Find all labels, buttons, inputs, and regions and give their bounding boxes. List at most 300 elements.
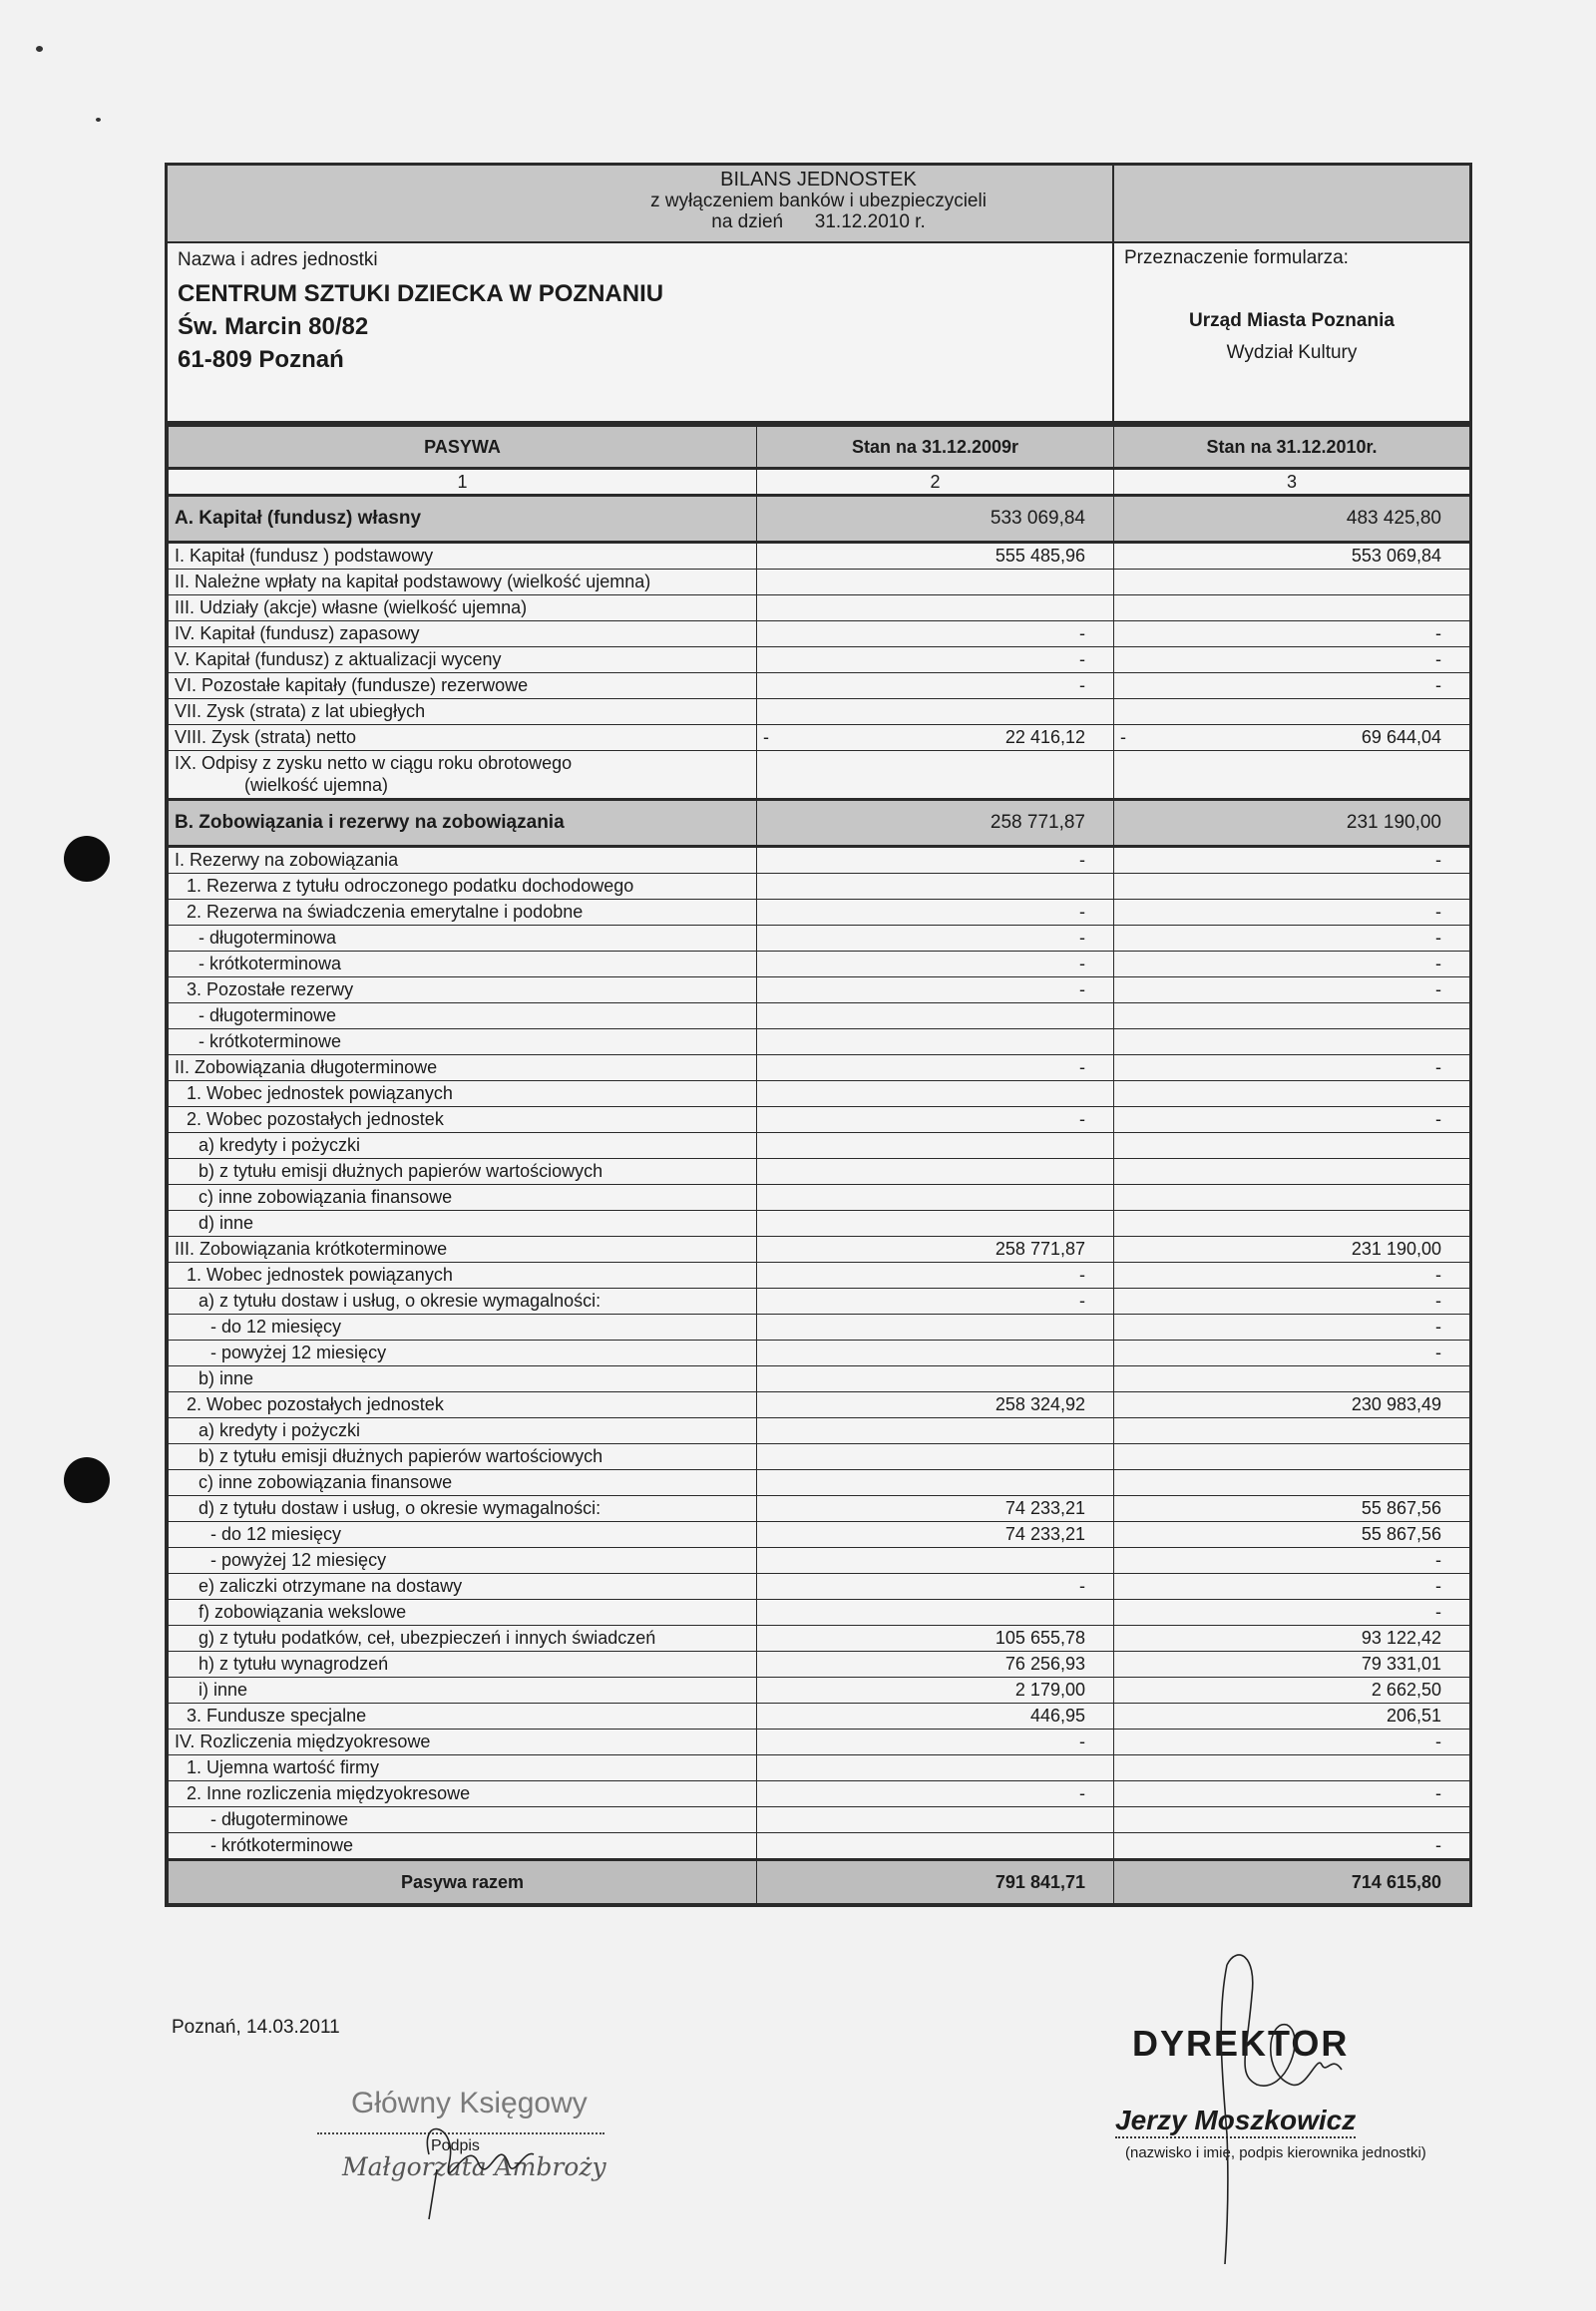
accountant-title: Główny Księgowy [351,2087,588,2119]
punch-hole-bottom [64,1457,110,1503]
value-2010-cell [1114,1807,1470,1833]
punch-hole-top [64,836,110,882]
value-2010: - [1435,1317,1441,1337]
value-2009: 258 324,92 [995,1394,1085,1414]
row-label [169,977,757,1003]
value-2010: - [1435,1291,1441,1311]
table-row [169,900,1470,926]
value-2010-cell [1114,1626,1470,1652]
row-label [169,1833,757,1860]
value-2009-cell [757,1341,1114,1366]
value-2010-cell [1114,800,1470,847]
row-label [169,621,757,647]
row-label [169,595,757,621]
row-label [169,543,757,570]
row-label-text: IV. Kapitał (fundusz) zapasowy [175,623,420,643]
value-2009-cell [757,1366,1114,1392]
row-label [169,800,757,847]
row-label-text: - długoterminowe [199,1005,337,1025]
value-2009-cell [757,496,1114,543]
value-2010-cell [1114,1444,1470,1470]
row-label-text: IV. Rozliczenia międzyokresowe [175,1732,431,1751]
value-2010-cell [1114,1652,1470,1678]
value-2009: - [1079,850,1085,870]
value-2010-cell [1114,1470,1470,1496]
value-2009-cell [757,570,1114,595]
row-label [169,1652,757,1678]
row-label-text: B. Zobowiązania i rezerwy na zobowiązania [175,812,565,833]
value-2010-cell [1114,1289,1470,1315]
table-row [169,621,1470,647]
row-label [169,874,757,900]
value-2009-cell [757,1522,1114,1548]
row-label [169,570,757,595]
row-label-text: 3. Fundusze specjalne [187,1706,367,1726]
row-label [169,1315,757,1341]
table-row [169,1211,1470,1237]
row-label [169,673,757,699]
value-2009: - [1079,1109,1085,1129]
row-label-text: A. Kapitał (fundusz) własny [175,508,422,529]
table-row [169,1289,1470,1315]
value-2010-cell [1114,1237,1470,1263]
total-label: Pasywa razem [169,1860,757,1904]
value-2010-cell [1114,1341,1470,1366]
value-2009-cell [757,847,1114,874]
accountant-signature [409,2095,569,2224]
table-row [169,699,1470,725]
table-row [169,1548,1470,1574]
row-label [169,1003,757,1029]
row-label-text: VII. Zysk (strata) z lat ubiegłych [175,701,426,721]
value-2009-cell [757,647,1114,673]
value-2009-cell [757,874,1114,900]
value-2009-cell [757,1807,1114,1833]
value-2010: 206,51 [1386,1706,1441,1726]
value-2009-cell [757,1211,1114,1237]
value-2009: 74 233,21 [1004,1524,1085,1544]
row-label [169,1081,757,1107]
row-label-text: e) zaliczki otrzymane na dostawy [199,1576,463,1596]
value-2010-cell [1114,1418,1470,1444]
value-2009-cell [757,926,1114,952]
total-2009: 791 841,71 [757,1860,1114,1904]
table-row [169,1366,1470,1392]
table-row [169,1781,1470,1807]
row-label [169,1704,757,1730]
value-2010: 553 069,84 [1351,546,1441,566]
row-label-text: a) z tytułu dostaw i usług, o okresie wymagalności: [199,1291,601,1311]
table-row [169,1444,1470,1470]
table-row [169,1522,1470,1548]
value-2010: 230 983,49 [1351,1394,1441,1414]
value-2010-cell [1114,1003,1470,1029]
row-label-text: III. Zobowiązania krótkoterminowe [175,1239,448,1259]
row-label [169,1600,757,1626]
value-2009: - [1079,902,1085,922]
table-row [169,1185,1470,1211]
value-2010: - [1435,1732,1441,1751]
value-2010-cell [1114,874,1470,900]
row-label-text: b) inne [199,1368,254,1388]
table-row [169,1600,1470,1626]
row-label-text: 2. Rezerwa na świadczenia emerytalne i podobne [187,902,584,922]
value-2009: - [1079,1291,1085,1311]
row-label-text: c) inne zobowiązania finansowe [199,1187,453,1207]
value-2010: - [1435,1057,1441,1077]
value-2009-cell [757,699,1114,725]
value-2009-cell [757,1730,1114,1755]
value-2010-cell [1114,751,1470,800]
row-label-text: g) z tytułu podatków, ceł, ubezpieczeń i innych świadczeń [199,1628,656,1648]
value-2009-cell [757,595,1114,621]
value-2010: - [1435,623,1441,643]
table-row [169,1003,1470,1029]
value-2010-cell [1114,1678,1470,1704]
director-title: DYREKTOR [1132,2023,1350,2064]
table-row [169,874,1470,900]
entity-info [168,243,1469,424]
value-2009-cell [757,1548,1114,1574]
director-signature [1197,1935,1367,2274]
row-label-text: V. Kapitał (fundusz) z aktualizacji wyceny [175,649,502,669]
row-label-text: f) zobowiązania wekslowe [199,1602,407,1622]
value-2010-cell [1114,1496,1470,1522]
value-2009-cell [757,1029,1114,1055]
value-2010: 483 425,80 [1346,508,1441,529]
value-2010: 2 662,50 [1371,1680,1441,1700]
value-2010: - [1435,649,1441,669]
value-2010: - [1435,902,1441,922]
value-2010-cell [1114,977,1470,1003]
row-label-text: - powyżej 12 miesięcy [210,1343,387,1362]
row-label-text: - krótkoterminowe [210,1835,354,1855]
value-2009: - [1079,1576,1085,1596]
value-2009: - [1079,675,1085,695]
value-2009-cell [757,725,1114,751]
row-label [169,1730,757,1755]
date-value: 31.12.2010 r. [814,211,926,232]
row-label [169,1211,757,1237]
column-header-pasywa: PASYWA [169,426,757,469]
value-2010-cell [1114,1833,1470,1860]
value-2010-cell [1114,1211,1470,1237]
value-2009-cell [757,800,1114,847]
table-row [169,1704,1470,1730]
row-label-text: - krótkoterminowa [199,954,342,973]
row-label [169,1807,757,1833]
value-2010: - [1435,1343,1441,1362]
value-2010-cell [1114,1081,1470,1107]
row-label [169,1678,757,1704]
accountant-name: Małgorzata Ambroży [342,2152,606,2181]
row-label [169,900,757,926]
table-row [169,1678,1470,1704]
table-row [169,725,1470,751]
value-2009: 2 179,00 [1014,1680,1085,1700]
table-row [169,751,1470,800]
table-row [169,1392,1470,1418]
section-row [169,800,1470,847]
row-label-text: III. Udziały (akcje) własne (wielkość ujemna) [175,597,528,617]
entity-street: Św. Marcin 80/82 [178,313,369,340]
row-label-text: - długoterminowa [199,928,337,948]
value-2009: 22 416,12 [1004,727,1085,747]
value-2010: - [1435,1265,1441,1285]
value-2009: 446,95 [1029,1706,1085,1726]
value-2010-cell [1114,595,1470,621]
row-label-continuation: (wielkość ujemna) [244,775,389,795]
row-label-text: IX. Odpisy z zysku netto w ciągu roku obrotowego [175,753,573,773]
table-row [169,1470,1470,1496]
section-row [169,496,1470,543]
row-label [169,1470,757,1496]
value-2009-cell [757,1159,1114,1185]
value-2010: 93 122,42 [1361,1628,1441,1648]
table-row [169,1418,1470,1444]
value-2010: 231 190,00 [1346,812,1441,833]
table-row [169,1833,1470,1860]
value-2009-cell [757,1055,1114,1081]
value-2010-cell [1114,1600,1470,1626]
value-2010: 231 190,00 [1351,1239,1441,1259]
entity-name: CENTRUM SZTUKI DZIECKA W POZNANIU [178,280,664,307]
value-2009-cell [757,1418,1114,1444]
value-2009-cell [757,1704,1114,1730]
table-row [169,926,1470,952]
scan-speck [96,118,101,122]
scan-speck [36,46,43,52]
table-row [169,595,1470,621]
value-2010: - [1435,850,1441,870]
value-2010-cell [1114,1315,1470,1341]
value-2010: - [1435,979,1441,999]
row-label-text: 1. Rezerwa z tytułu odroczonego podatku dochodowego [187,876,634,896]
row-label-text: - krótkoterminowe [199,1031,342,1051]
value-2009: - [1079,979,1085,999]
row-label-text: 2. Wobec pozostałych jednostek [187,1109,444,1129]
column-index: 3 [1114,469,1470,496]
row-label-text: i) inne [199,1680,248,1700]
value-2009: - [1079,928,1085,948]
value-2010: - [1435,1602,1441,1622]
value-2009-cell [757,621,1114,647]
row-label-text: VIII. Zysk (strata) netto [175,727,357,747]
value-2009-cell [757,977,1114,1003]
value-2009: - [1079,1783,1085,1803]
entity-label: Nazwa i adres jednostki [178,249,378,270]
value-2010-cell [1114,900,1470,926]
row-label [169,1055,757,1081]
row-label-text: II. Zobowiązania długoterminowe [175,1057,438,1077]
table-row [169,570,1470,595]
table-row [169,543,1470,570]
value-2009-cell [757,1081,1114,1107]
value-2010-cell [1114,1704,1470,1730]
table-row [169,977,1470,1003]
value-2009: - [1079,1057,1085,1077]
column-index: 2 [757,469,1114,496]
value-2009: 74 233,21 [1004,1498,1085,1518]
value-2009-cell [757,1781,1114,1807]
row-label [169,699,757,725]
row-label [169,1418,757,1444]
row-label [169,926,757,952]
value-2010-cell [1114,1548,1470,1574]
column-header-2009: Stan na 31.12.2009r [757,426,1114,469]
value-2009: - [1079,1732,1085,1751]
value-2010-cell [1114,1392,1470,1418]
row-label [169,1289,757,1315]
value-2009: 258 771,87 [990,812,1085,833]
value-2009: 76 256,93 [1004,1654,1085,1674]
table-row [169,1263,1470,1289]
value-2010: - [1435,1783,1441,1803]
row-label [169,1185,757,1211]
value-2009-cell [757,1496,1114,1522]
total-row [169,1860,1470,1904]
row-label-text: 1. Ujemna wartość firmy [187,1757,380,1777]
row-label [169,1522,757,1548]
table-row [169,1496,1470,1522]
row-label [169,847,757,874]
row-label-text: a) kredyty i pożyczki [199,1135,361,1155]
table-row [169,1159,1470,1185]
row-label [169,1263,757,1289]
row-label-text: 2. Inne rozliczenia międzyokresowe [187,1783,471,1803]
value-2010-cell [1114,1755,1470,1781]
row-label [169,1626,757,1652]
negative-sign: - [1120,727,1126,747]
table-row [169,1341,1470,1366]
table-row [169,1315,1470,1341]
value-2009-cell [757,1444,1114,1470]
row-label [169,952,757,977]
director-caption: (nazwisko i imię, podpis kierownika jednostki) [1125,2144,1426,2161]
value-2010-cell [1114,543,1470,570]
row-label-text: - powyżej 12 miesięcy [210,1550,387,1570]
balance-sheet-form [165,163,1472,1907]
value-2010: 69 644,04 [1361,727,1441,747]
value-2010-cell [1114,1055,1470,1081]
value-2009-cell [757,1133,1114,1159]
destination-block [1112,166,1469,421]
row-label-text: c) inne zobowiązania finansowe [199,1472,453,1492]
value-2010-cell [1114,496,1470,543]
table-row [169,1081,1470,1107]
negative-sign: - [763,727,769,747]
value-2009: - [1079,1265,1085,1285]
table-row [169,1574,1470,1600]
row-label [169,1755,757,1781]
value-2010: - [1435,928,1441,948]
row-label [169,1341,757,1366]
value-2010-cell [1114,621,1470,647]
row-label-text: 1. Wobec jednostek powiązanych [187,1265,453,1285]
value-2009-cell [757,1626,1114,1652]
value-2009-cell [757,1185,1114,1211]
destination-office: Urząd Miasta Poznania [1189,310,1395,331]
row-label [169,1159,757,1185]
value-2010: - [1435,1576,1441,1596]
value-2009: - [1079,954,1085,973]
value-2009-cell [757,543,1114,570]
row-label [169,647,757,673]
row-label-text: - do 12 miesięcy [210,1317,342,1337]
value-2010-cell [1114,647,1470,673]
table-row [169,1055,1470,1081]
table-row [169,1107,1470,1133]
row-label [169,496,757,543]
value-2010-cell [1114,1029,1470,1055]
value-2010-cell [1114,926,1470,952]
value-2010-cell [1114,1522,1470,1548]
row-label-text: - do 12 miesięcy [210,1524,342,1544]
row-label [169,1366,757,1392]
row-label [169,1133,757,1159]
value-2010-cell [1114,673,1470,699]
value-2010-cell [1114,725,1470,751]
row-label [169,1444,757,1470]
table-row [169,1730,1470,1755]
value-2010-cell [1114,952,1470,977]
row-label [169,1237,757,1263]
value-2010-cell [1114,570,1470,595]
table-body [169,496,1470,1860]
table-row [169,952,1470,977]
form-title: BILANS JEDNOSTEK [720,169,917,191]
value-2009-cell [757,1315,1114,1341]
date-label: na dzień [711,211,784,232]
row-label-text: 1. Wobec jednostek powiązanych [187,1083,453,1103]
value-2010-cell [1114,1574,1470,1600]
row-label-text: a) kredyty i pożyczki [199,1420,361,1440]
value-2009: 555 485,96 [995,546,1085,566]
table-header-row [169,426,1470,469]
value-2009-cell [757,1652,1114,1678]
value-2009-cell [757,1289,1114,1315]
value-2009-cell [757,1574,1114,1600]
value-2010-cell [1114,699,1470,725]
row-label [169,1548,757,1574]
value-2010: - [1435,1835,1441,1855]
row-label-text: I. Kapitał (fundusz ) podstawowy [175,546,434,566]
column-index: 1 [169,469,757,496]
row-label [169,1029,757,1055]
row-label-text: h) z tytułu wynagrodzeń [199,1654,389,1674]
row-label-text: b) z tytułu emisji dłużnych papierów wartościowych [199,1161,603,1181]
row-label-text: d) inne [199,1213,254,1233]
row-label-text: d) z tytułu dostaw i usług, o okresie wymagalności: [199,1498,601,1518]
row-label [169,1496,757,1522]
value-2010-cell [1114,1730,1470,1755]
value-2009-cell [757,1237,1114,1263]
table-row [169,1029,1470,1055]
row-label-text: 2. Wobec pozostałych jednostek [187,1394,444,1414]
row-label-text: b) z tytułu emisji dłużnych papierów wartościowych [199,1446,603,1466]
value-2010-cell [1114,1263,1470,1289]
value-2009-cell [757,1107,1114,1133]
value-2009-cell [757,1263,1114,1289]
value-2009-cell [757,1600,1114,1626]
value-2009-cell [757,1678,1114,1704]
value-2009: - [1079,649,1085,669]
row-label [169,725,757,751]
row-label [169,1781,757,1807]
destination-department: Wydział Kultury [1226,342,1358,363]
row-label [169,1392,757,1418]
entity-block [168,243,1112,421]
